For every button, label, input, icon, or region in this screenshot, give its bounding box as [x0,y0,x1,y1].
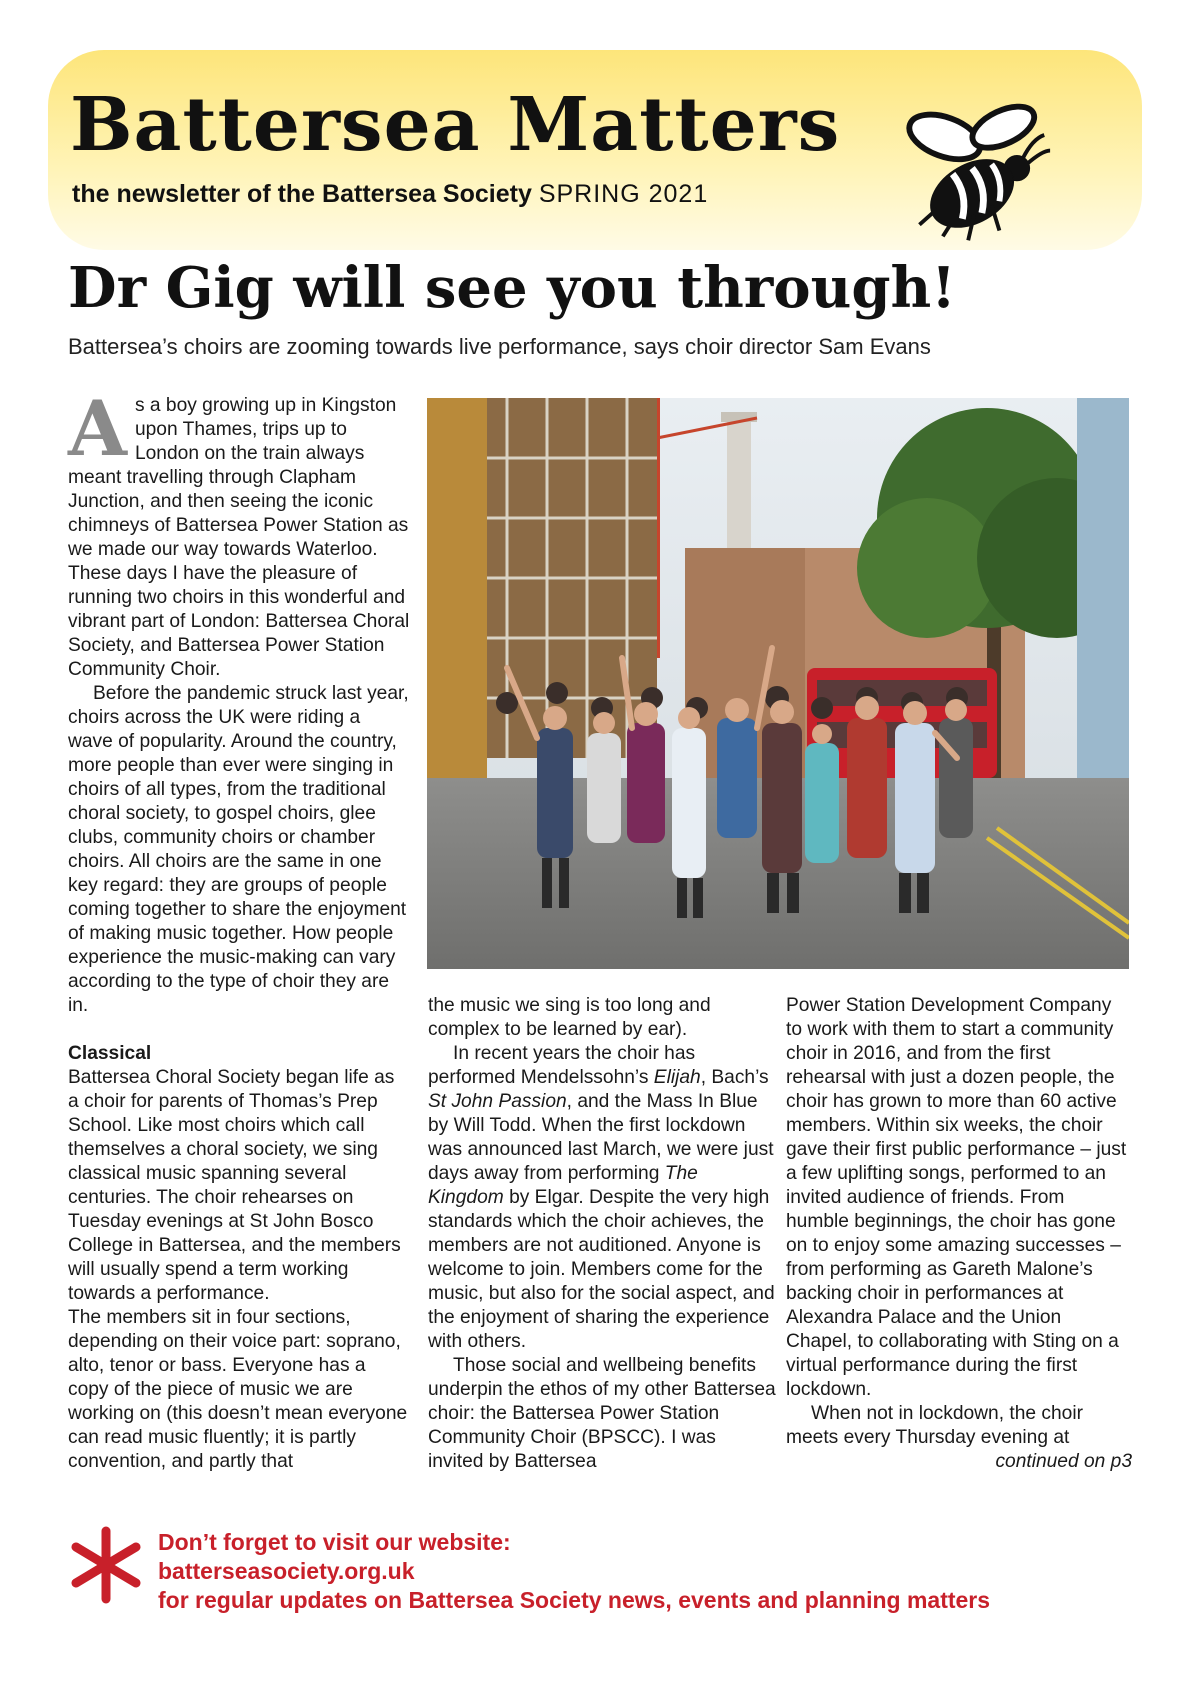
paragraph: When not in lockdown, the choir meets every Thursday evening at [786,1403,1083,1448]
section-subhead: Classical [68,1043,152,1064]
work-title: St John Passion [428,1091,567,1112]
paragraph-text: by Elgar. Despite the very high standards which the choir achieves, the members are not auditioned. Anyone is welcome to join. Members come for the music, but also for the social aspect, and the enjoyment of sharing the experience with others. [428,1187,775,1352]
article-headline: Dr Gig will see you through! [68,255,956,321]
paragraph: Battersea Choral Society began life as a choir for parents of Thomas’s Prep School. Like most choirs which call themselves a choral society, we sing classical music spanning several centuries. The choir rehearses on Tuesday evenings at St John Bosco College in Battersea, and the members will usually spend a term working towards a performance. [68,1067,401,1304]
paragraph-text: , Bach’s [700,1067,769,1088]
promo-line-3: for regular updates on Battersea Society news, events and planning matters [158,1587,991,1613]
choir-photo [427,398,1129,969]
paragraph-text: s a boy growing up in Kingston upon Thames, trips up to London on the train always meant travelling through Clapham Junction, and then seeing the iconic chimneys of Battersea Power Station as we made our way towards Waterloo. These days I have the pleasure of running two choirs in this wonderful and vibrant part of London: Battersea Choral Society, and Battersea Power Station Community Choir. [68,395,410,680]
website-link[interactable]: batterseasociety.org.uk [158,1558,415,1584]
paragraph: the music we sing is too long and complex to be learned by ear). [428,995,711,1040]
paragraph: Power Station Development Company to work with them to start a community choir in 2016, and from the first rehearsal with just a dozen people, the choir has grown to more than 60 active members. Within six weeks, the choir gave their first public performance – just a few uplifting songs, performed to an invited audience of friends. From humble beginnings, the choir has gone on to enjoy some amazing successes – from performing as Gareth Malone’s backing choir in performances at Alexandra Palace and the Union Chapel, to collaborating with Sting on a virtual performance during the first lockdown. [786,995,1127,1400]
asterisk-icon [66,1525,146,1605]
article-column-1 [68,384,410,1474]
website-promo [158,1528,990,1615]
paragraph-text: In recent years the choir has performed Mendelssohn’s [428,1043,696,1088]
work-title: The Kingdom [428,1163,698,1208]
drop-cap: A [68,384,127,473]
continued-link[interactable]: continued on p3 [995,1451,1132,1472]
paragraph: Before the pandemic struck last year, choirs across the UK were riding a wave of popularity. Around the country, more people than ever were singing in choirs of all types, from the traditional choral society, to gospel choirs, glee clubs, community choirs or chamber choirs. All choirs are the same in one key regard: they are groups of people coming together to share the enjoyment of making music together. How people experience the music-making can vary according to the type of choir they are in. [68,683,409,1016]
paragraph: Those social and wellbeing benefits underpin the ethos of my other Battersea choir: the Battersea Power Station Community Choir (BPSCC). I was invited by Battersea [428,1355,776,1472]
newsletter-title: Battersea Matters [70,82,841,168]
newsletter-subtitle [72,180,708,209]
promo-line-1: Don’t forget to visit our website: [158,1529,511,1555]
work-title: Elijah [653,1067,701,1088]
paragraph: The members sit in four sections, depending on their voice part: soprano, alto, tenor or bass. Everyone has a copy of the piece of music we are working on (this doesn’t mean everyone can read music fluently; it is partly convention, and partly that [68,1307,408,1472]
article-column-3 [786,994,1132,1474]
intro-paragraph [68,384,410,682]
subtitle-society: the newsletter of the Battersea Society [72,180,532,208]
paragraph [428,1042,776,1354]
issue-season: SPRING 2021 [538,180,709,208]
paragraph-text: , and the Mass In Blue by Will Todd. When the first lockdown was announced last March, we were just days away from performing [428,1091,774,1184]
article-standfirst: Battersea’s choirs are zooming towards live performance, says choir director Sam Evans [68,334,931,359]
article-column-2 [428,994,776,1474]
bee-icon [898,98,1054,248]
